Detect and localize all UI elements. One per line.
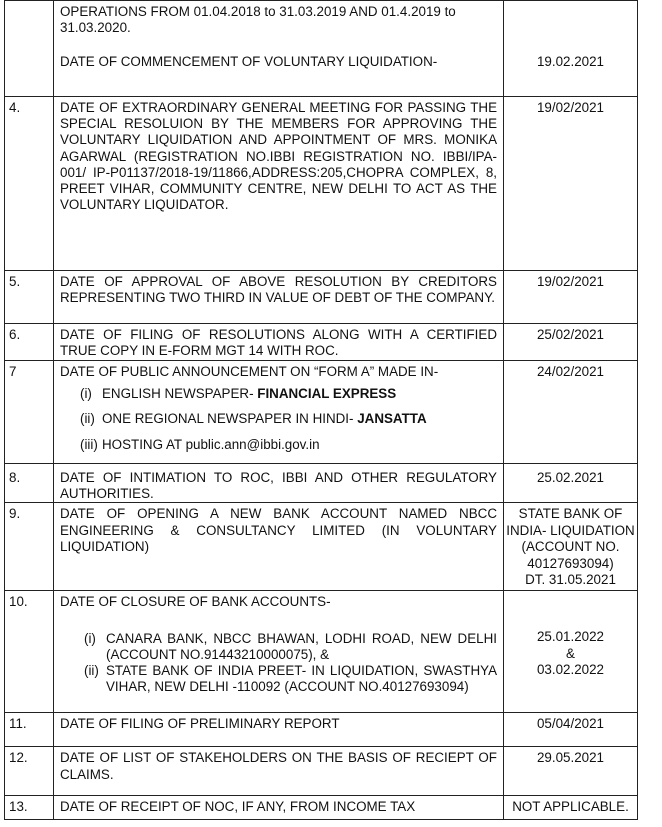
newspaper-list: [60, 386, 497, 453]
row-number: 6.: [5, 324, 54, 361]
row-text: DATE OF CLOSURE OF BANK ACCOUNTS-: [60, 594, 331, 610]
row-date: STATE BANK OF INDIA- LIQUIDATION (ACCOUNT NO. 40127693094) DT. 31.05.2021: [504, 503, 638, 591]
row-particulars: DATE OF LIST OF STAKEHOLDERS ON THE BASIS OF RECIEPT OF CLAIMS.: [54, 747, 504, 796]
liquidation-timeline-table: [4, 0, 638, 820]
row-number: 8.: [5, 464, 54, 503]
row-date: 25/02/2021: [504, 324, 638, 361]
row-text: DATE OF COMMENCEMENT OF VOLUNTARY LIQUIDATION-: [60, 54, 438, 70]
row-date: 29.05.2021: [504, 747, 638, 796]
row-particulars: [54, 361, 504, 464]
row-date: 25.02.2021: [504, 464, 638, 503]
table-row: [5, 464, 638, 503]
row-particulars: [54, 591, 504, 713]
row-number: 5.: [5, 271, 54, 324]
date-value: 19.02.2021: [536, 54, 605, 69]
row-text: OPERATIONS FROM 01.04.2018 to 31.03.2019 AND 01.4.2019 to 31.03.2020.: [60, 4, 456, 36]
row-number: 7: [5, 361, 54, 464]
row-number: 12.: [5, 747, 54, 796]
list-item: (i) ENGLISH NEWSPAPER- FINANCIAL EXPRESS: [80, 386, 397, 402]
list-item: (ii) ONE REGIONAL NEWSPAPER IN HINDI- JANSATTA: [80, 411, 427, 427]
list-item: (i) CANARA BANK, NBCC BHAWAN, LODHI ROAD, NEW DELHI (ACCOUNT NO.91443210000075), &: [84, 630, 497, 662]
row-particulars: DATE OF FILING OF PRELIMINARY REPORT: [54, 713, 504, 747]
row-date: NOT APPLICABLE.: [504, 796, 638, 820]
row-particulars: DATE OF OPENING A NEW BANK ACCOUNT NAMED NBCC ENGINEERING & CONSULTANCY LIMITED (IN VOLUNTARY LIQUIDATION): [54, 503, 504, 591]
row-particulars: DATE OF RECEIPT OF NOC, IF ANY, FROM INCOME TAX: [54, 796, 504, 820]
table-row: [5, 796, 638, 820]
row-number: 4.: [5, 97, 54, 271]
row-number: [5, 1, 54, 97]
bank-account-list: [60, 631, 497, 696]
table-row: [5, 713, 638, 747]
row-number: 11.: [5, 713, 54, 747]
table-row: [5, 503, 638, 591]
row-particulars: DATE OF FILING OF RESOLUTIONS ALONG WITH A CERTIFIED TRUE COPY IN E-FORM MGT 14 WITH ROC.: [54, 324, 504, 361]
table-row: [5, 591, 638, 713]
table-row: [5, 361, 638, 464]
row-date: 24/02/2021: [504, 361, 638, 464]
row-particulars: DATE OF APPROVAL OF ABOVE RESOLUTION BY CREDITORS REPRESENTING TWO THIRD IN VALUE OF DEBT OF THE COMPANY.: [54, 271, 504, 324]
table-row: [5, 324, 638, 361]
list-item: (iii) HOSTING AT public.ann@ibbi.gov.in: [80, 436, 320, 452]
row-date: 05/04/2021: [504, 713, 638, 747]
row-text: DATE OF PUBLIC ANNOUNCEMENT ON “FORM A” MADE IN-: [60, 364, 439, 379]
list-item: (ii) STATE BANK OF INDIA PREET- IN LIQUIDATION, SWASTHYA VIHAR, NEW DELHI -110092 (ACCOUNT NO.40127693094): [84, 663, 497, 695]
row-particulars: [54, 1, 504, 97]
row-date: 19/02/2021: [504, 97, 638, 271]
row-number: 13.: [5, 796, 54, 820]
row-number: 9.: [5, 503, 54, 591]
row-date: 19/02/2021: [504, 271, 638, 324]
row-date: [504, 1, 638, 97]
table-row: [5, 271, 638, 324]
row-date: 25.01.2022 & 03.02.2022: [504, 591, 638, 713]
row-number: 10.: [5, 591, 54, 713]
table-row: [5, 1, 638, 97]
table-row: [5, 97, 638, 271]
table-row: [5, 747, 638, 796]
row-particulars: DATE OF INTIMATION TO ROC, IBBI AND OTHER REGULATORY AUTHORITIES.: [54, 464, 504, 503]
row-particulars: DATE OF EXTRAORDINARY GENERAL MEETING FOR PASSING THE SPECIAL RESOLUION BY THE MEMBERS FOR APPROVING THE VOLUNTARY LIQUIDATION AND APPOINTMENT OF MRS. MONIKA AGARWAL (REGISTRATION NO.IBBI REGISTRATION NO. IBBI/IPA-001/ IP-P01137/2018-19/11866,ADDRESS:205,CHOPRA COMPLEX, 8, PREET VIHAR, COMMUNITY CENTRE, NEW DELHI TO ACT AS THE VOLUNTARY LIQUIDATOR.: [54, 97, 504, 271]
